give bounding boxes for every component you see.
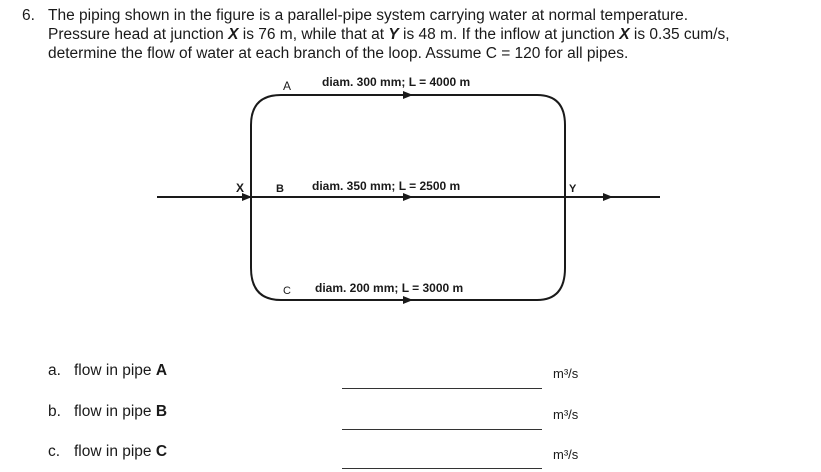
unit-b: m³/s [553,407,579,422]
pipe-c-spec: diam. 200 mm; L = 3000 m [315,281,464,295]
question-pipe: C [155,443,168,460]
pipe-c-label: C [283,285,291,297]
question-letter: c. [48,443,61,460]
problem-line-3: determine the flow of water at each branch of the loop. Assume C = 120 for all pipes. [48,45,629,62]
junction-y-label: Y [569,183,577,195]
question-letter: a. [48,362,61,379]
problem-line-2-part: Pressure head at junction [48,26,229,43]
answer-blank-b[interactable] [342,429,542,430]
junction-x-ref: X [228,26,239,43]
pipe-b-spec: diam. 350 mm; L = 2500 m [312,179,461,193]
junction-y-ref: Y [388,26,399,43]
pipe-a-spec: diam. 300 mm; L = 4000 m [322,75,471,89]
unit-c: m³/s [553,447,579,462]
unit-a: m³/s [553,366,579,381]
problem-line-2-part: is 76 m, while that at [238,26,389,43]
question-text: flow in pipe [74,443,156,460]
question-a [48,362,167,380]
problem-line-2-part: is 48 m. If the inflow at junction [398,26,620,43]
question-pipe: B [155,403,168,420]
question-b [48,403,167,421]
question-text: flow in pipe [74,362,156,379]
junction-x-ref-2: X [619,26,630,43]
answer-blank-a[interactable] [342,388,542,389]
junction-x-label: X [236,181,245,195]
answer-blank-c[interactable] [342,468,542,469]
problem-line-2-part: is 0.35 cum/s, [629,26,730,43]
question-c [48,443,167,461]
pipe-b-label: B [276,183,284,195]
problem-number: 6. [22,7,35,24]
problem-line-1: The piping shown in the figure is a parallel-pipe system carrying water at normal temperature. [48,7,689,24]
question-pipe: A [155,362,168,379]
question-letter: b. [48,403,61,420]
question-text: flow in pipe [74,403,156,420]
pipe-a-label: A [283,79,292,93]
